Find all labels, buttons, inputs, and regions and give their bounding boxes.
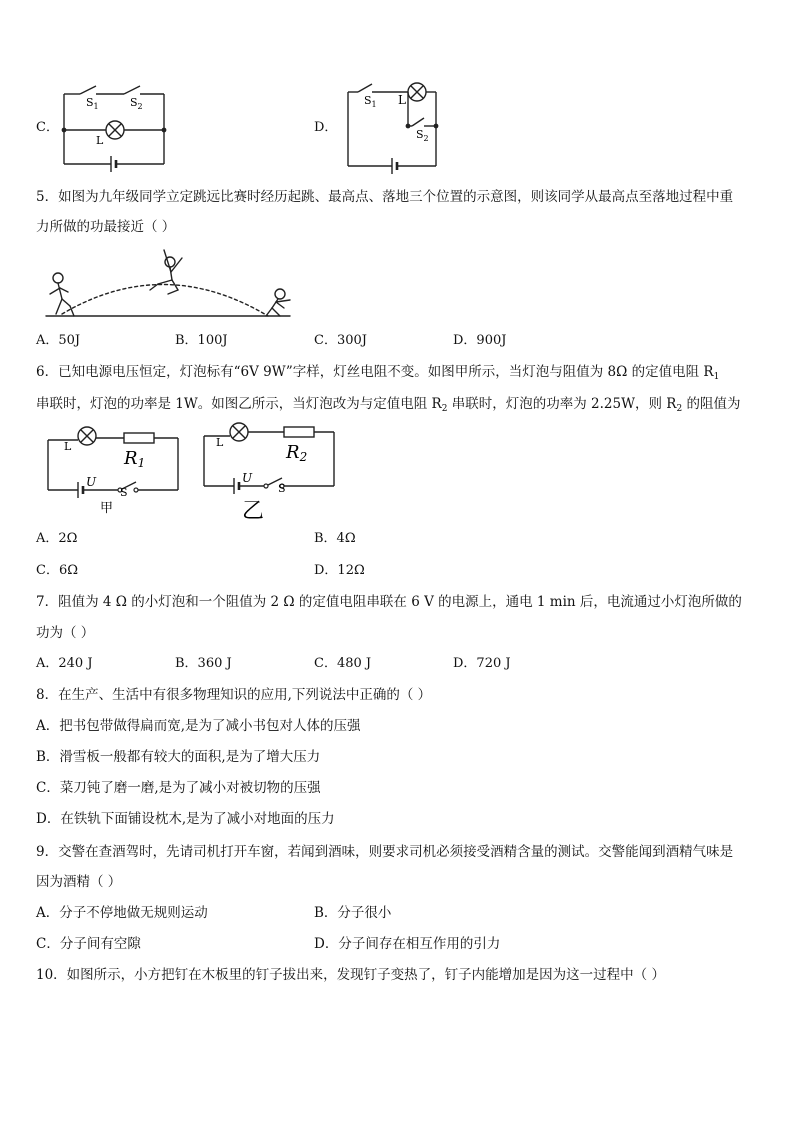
q6-option-d[interactable]: D．12Ω bbox=[314, 563, 365, 578]
lamp-label: L bbox=[64, 440, 72, 453]
option-d-label: D． bbox=[314, 120, 338, 135]
q7-option-a[interactable]: A．240 J bbox=[36, 656, 93, 671]
q5-stem-line1: 5．如图为九年级同学立定跳远比赛时经历起跳、最高点、落地三个位置的示意图，则该同学从最高点至落地过程中重 bbox=[36, 189, 734, 205]
switch-s2-label: $S_2$ bbox=[416, 128, 429, 143]
q7-option-d[interactable]: D．720 J bbox=[453, 656, 511, 671]
q8-option-b[interactable]: B．滑雪板一般都有较大的面积,是为了增大压力 bbox=[36, 749, 321, 765]
q9-option-c[interactable]: C．分子间有空隙 bbox=[36, 936, 141, 952]
switch-label: S bbox=[120, 486, 128, 499]
q9-stem-line2: 因为酒精（ ） bbox=[36, 874, 122, 890]
q5-option-b[interactable]: B．100J bbox=[175, 333, 228, 348]
q10-stem: 10．如图所示，小方把钉在木板里的钉子拔出来，发现钉子变热了，钉子内能增加是因为这一过程中（ ） bbox=[36, 967, 665, 983]
q9-stem-line1: 9．交警在查酒驾时，先请司机打开车窗，若闻到酒味，则要求司机必须接受酒精含量的测试。交警能闻到酒精气味是 bbox=[36, 844, 734, 860]
lamp-label: L bbox=[216, 436, 224, 449]
figure-caption-jia: 甲 bbox=[100, 501, 114, 516]
q8-stem: 8．在生产、生活中有很多物理知识的应用,下列说法中正确的（ ） bbox=[36, 687, 432, 703]
q5-option-c[interactable]: C．300J bbox=[314, 333, 367, 348]
voltage-u-label: U bbox=[86, 475, 97, 489]
q9-option-d[interactable]: D．分子间存在相互作用的引力 bbox=[314, 936, 501, 952]
q7-stem-line2: 功为（ ） bbox=[36, 625, 95, 641]
q6-option-c[interactable]: C．6Ω bbox=[36, 563, 78, 578]
switch-label: S bbox=[278, 482, 286, 495]
resistor-r1-label: R1 bbox=[124, 448, 146, 470]
switch-s2-label: $S_2$ bbox=[130, 96, 143, 111]
lamp-label: L bbox=[96, 134, 104, 147]
lamp-label: L bbox=[398, 93, 406, 107]
q6-option-b[interactable]: B．4Ω bbox=[314, 531, 356, 546]
q6-option-a[interactable]: A．2Ω bbox=[36, 531, 78, 546]
switch-s1-label: $S_1$ bbox=[364, 94, 377, 109]
q7-option-b[interactable]: B．360 J bbox=[175, 656, 232, 671]
q5-option-d[interactable]: D．900J bbox=[453, 333, 507, 348]
q6-stem-line2: 串联时，灯泡的功率是 1W。如图乙所示，当灯泡改为与定值电阻 $R_2$ 串联时，灯泡的功率为 2.25W，则 $R_2$ 的阻值为 bbox=[36, 396, 741, 414]
circuit-diagram-yi bbox=[200, 420, 340, 524]
circuit-diagram-jia bbox=[44, 424, 184, 516]
q6-stem-line1: 6．已知电源电压恒定，灯泡标有“6V 9W”字样，灯丝电阻不变。如图甲所示，当灯泡与阻值为 8Ω 的定值电阻 $R_1$ bbox=[36, 364, 720, 382]
q7-stem-line1: 7．阻值为 4 Ω 的小灯泡和一个阻值为 2 Ω 的定值电阻串联在 6 V 的电源上，通电 1 min 后，电流通过小灯泡所做的 bbox=[36, 594, 742, 610]
switch-s1-label: $S_1$ bbox=[86, 96, 99, 111]
voltage-u-label: U bbox=[242, 471, 253, 485]
q8-option-a[interactable]: A．把书包带做得扁而宽,是为了减小书包对人体的压强 bbox=[36, 718, 361, 734]
q7-option-c[interactable]: C．480 J bbox=[314, 656, 372, 671]
long-jump-figure bbox=[44, 244, 294, 322]
q5-option-a[interactable]: A．50J bbox=[36, 333, 81, 348]
option-c-label: C． bbox=[36, 120, 59, 135]
q9-option-a[interactable]: A．分子不停地做无规则运动 bbox=[36, 905, 208, 921]
q8-option-d[interactable]: D．在铁轨下面铺设枕木,是为了减小对地面的压力 bbox=[36, 811, 335, 827]
figure-caption-yi: 乙 bbox=[242, 499, 265, 524]
circuit-diagram-c bbox=[58, 82, 168, 180]
q8-option-c[interactable]: C．菜刀钝了磨一磨,是为了减小对被切物的压强 bbox=[36, 780, 321, 796]
circuit-diagram-d bbox=[342, 80, 442, 180]
q5-stem-line2: 力所做的功最接近（ ） bbox=[36, 219, 176, 235]
q9-option-b[interactable]: B．分子很小 bbox=[314, 905, 392, 921]
resistor-r2-label: R2 bbox=[286, 442, 308, 464]
